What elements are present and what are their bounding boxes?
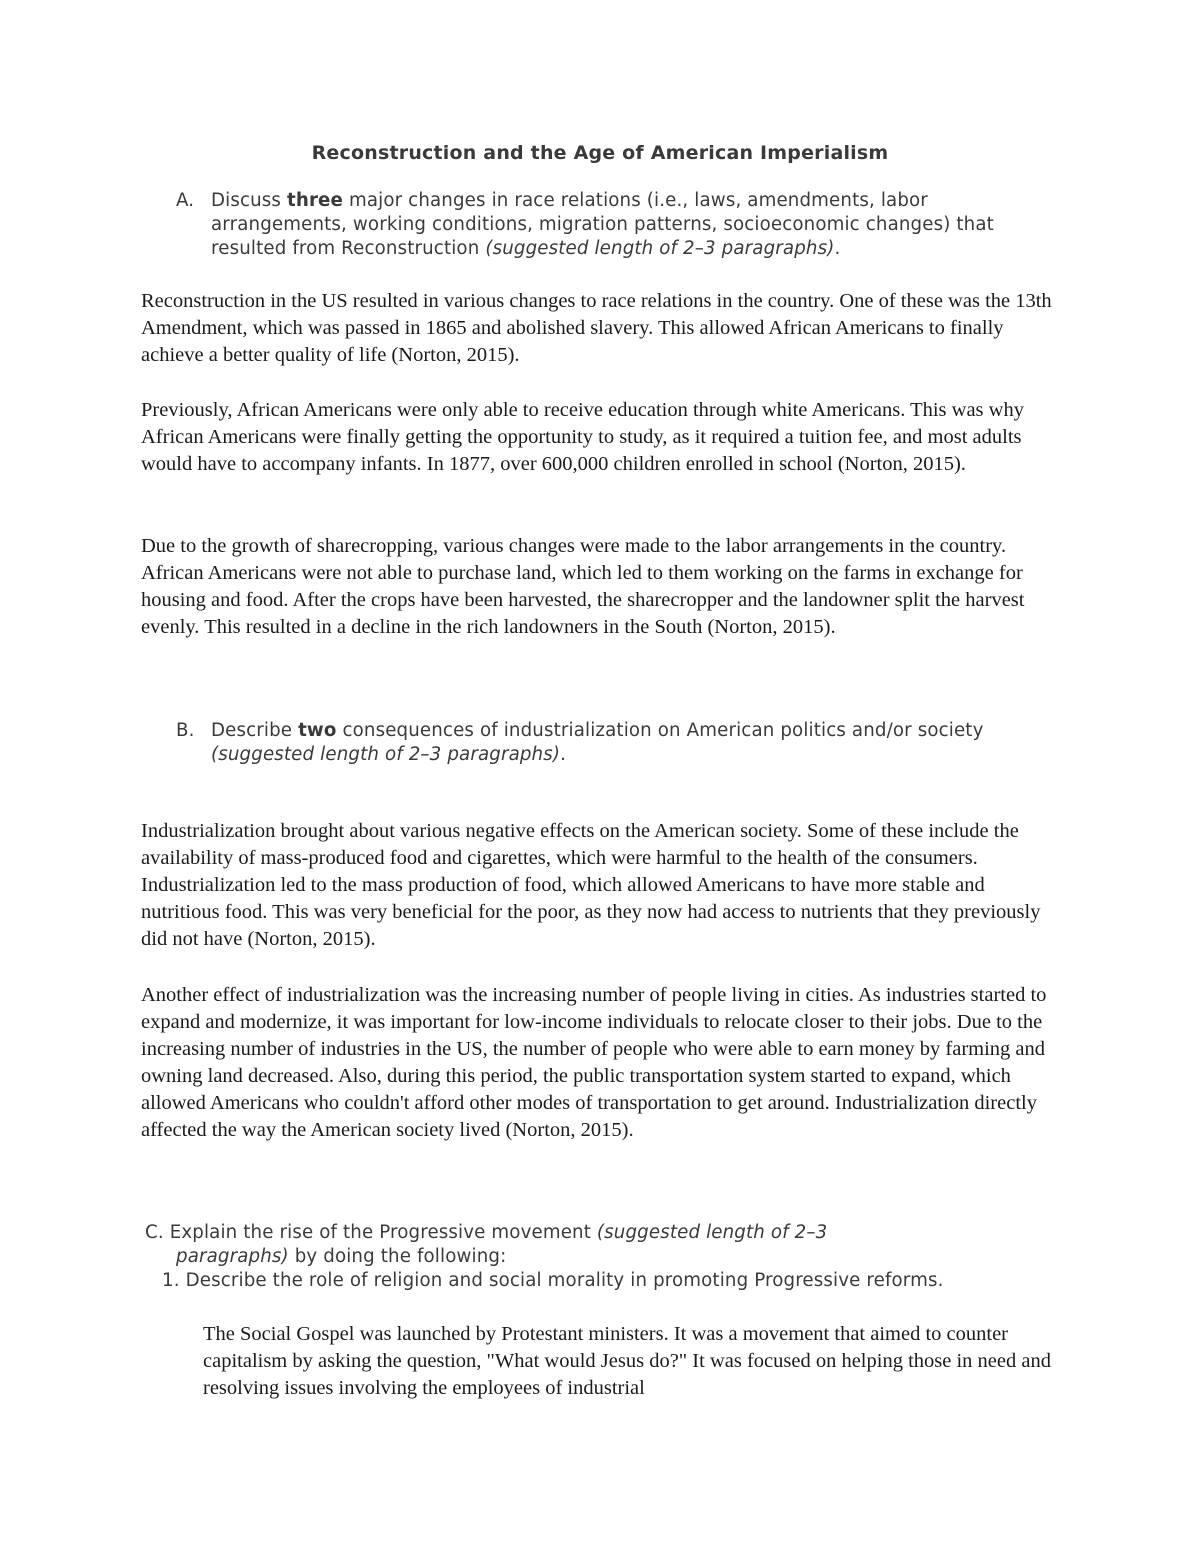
question-a-text [176, 189, 1056, 261]
answer-b-paragraph-2: Another effect of industrialization was the increasing number of people living in cities. As industries started to expand and modernize, it was important for low-income individuals to relocate closer to their jobs. Due to the increasing number of industries in the US, the number of people who were able to earn money by farming and owning land decreased. Also, during this period, the public transportation system started to expand, which allowed Americans who couldn't afford other modes of transportation to get around. Industrialization directly affected the way the American society lived (Norton, 2015). [141, 984, 1047, 1141]
question-a-text-2: major changes in race relations (i.e., laws, amendments, labor arrangements, working conditions, migration patterns, socioeconomic changes) that resulted from Reconstruction [211, 190, 994, 259]
question-b-text-3: . [560, 744, 567, 765]
answer-b-paragraph-1: Industrialization brought about various negative effects on the American society. Some of these include the availability of mass-produced food and cigarettes, which were harmful to the health of the consumers. Industrialization led to the mass production of food, which allowed Americans to have more stable and nutritious food. This was very beneficial for the poor, as they now had access to nutrients that they previously did not have (Norton, 2015). [141, 820, 1041, 950]
question-c-line-2 [176, 1245, 1056, 1269]
question-a-label: A. [176, 190, 195, 211]
question-c-italic-line-1: (suggested length of 2–3 [596, 1222, 828, 1243]
question-b-bold: two [298, 720, 337, 741]
question-a-text-1: Discuss [211, 190, 287, 211]
question-b-text-1: Describe [211, 720, 299, 741]
question-c-1-label: 1. [162, 1270, 180, 1291]
question-b-text-2: consequences of industrialization on American politics and/or society [336, 720, 984, 741]
question-c-label: C. [145, 1222, 164, 1243]
question-c-text-1: Explain the rise of the Progressive movement [169, 1222, 591, 1243]
question-a-text-3: . [834, 238, 841, 259]
question-a-italic: (suggested length of 2–3 paragraphs) [485, 238, 835, 259]
answer-a-paragraph-1: Reconstruction in the US resulted in various changes to race relations in the country. One of these was the 13th Amendment, which was passed in 1865 and abolished slavery. This allowed African Americans to finally achieve a better quality of life (Norton, 2015). [141, 290, 1052, 366]
answer-c-paragraph-1: The Social Gospel was launched by Protestant ministers. It was a movement that aimed to counter capitalism by asking the question, "What would Jesus do?" It was focused on helping those in need and resolving issues involving the employees of industrial [203, 1323, 1051, 1399]
question-a-bold: three [287, 190, 344, 211]
question-c-text-2: by doing the following: [288, 1246, 507, 1267]
question-c-italic-line-2: paragraphs) [176, 1246, 289, 1267]
question-c-1 [162, 1269, 1062, 1293]
question-c-1-text: Describe the role of religion and social morality in promoting Progressive reforms. [185, 1270, 944, 1291]
question-a [176, 189, 1056, 261]
question-b-text [176, 719, 1026, 767]
question-b [176, 719, 1056, 767]
question-b-label: B. [176, 720, 195, 741]
answer-a-paragraph-3: Due to the growth of sharecropping, various changes were made to the labor arrangements in the country. African Americans were not able to purchase land, which led to them working on the farms in exchange for housing and food. After the crops have been harvested, the sharecropper and the landowner split the harvest evenly. This resulted in a decline in the rich landowners in the South (Norton, 2015). [141, 535, 1025, 638]
answer-a-paragraph-2: Previously, African Americans were only able to receive education through white Americans. This was why African Americans were finally getting the opportunity to study, as it required a tuition fee, and most adults would have to accompany infants. In 1877, over 600,000 children enrolled in school (Norton, 2015). [141, 399, 1024, 475]
question-c-line-1 [145, 1221, 1045, 1245]
document-title: Reconstruction and the Age of American Imperialism [311, 142, 889, 164]
question-b-italic: (suggested length of 2–3 paragraphs) [211, 744, 561, 765]
